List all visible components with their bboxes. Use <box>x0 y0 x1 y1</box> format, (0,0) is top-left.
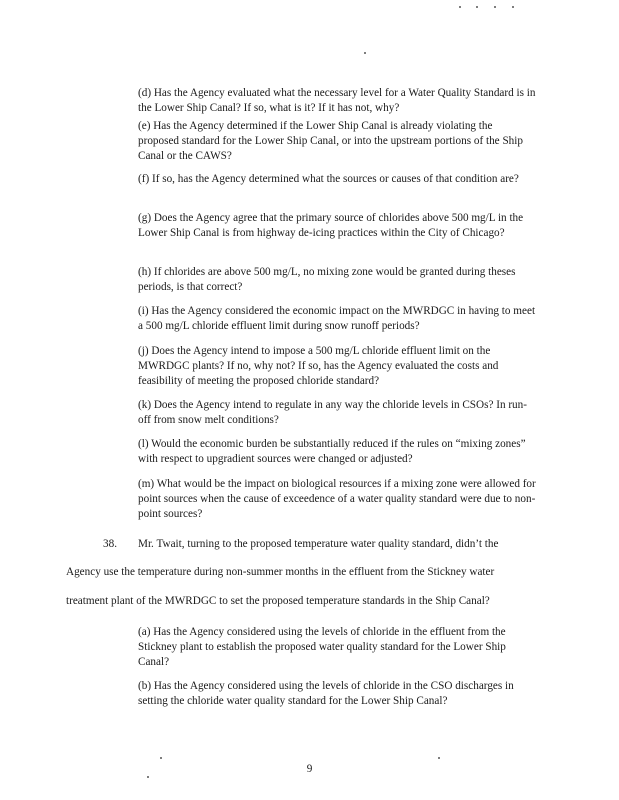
question-38-line-3: treatment plant of the MWRDGC to set the proposed temperature standards in the Ship Canal? <box>66 595 490 607</box>
sub-question-l: (l) Would the economic burden be substantially reduced if the rules on “mixing zones” with respect to upgradient sources were changed or adjusted? <box>138 438 526 465</box>
sub-question-k: (k) Does the Agency intend to regulate in any way the chloride levels in CSOs? In run-off from snow melt conditions? <box>138 399 527 426</box>
sub-question-b: (b) Has the Agency considered using the levels of chloride in the CSO discharges in setting the chloride water quality standard for the Lower Ship Canal? <box>138 680 514 707</box>
scan-speck <box>476 6 478 8</box>
scan-speck <box>364 52 366 54</box>
scan-speck <box>438 757 440 759</box>
scan-speck <box>512 6 514 8</box>
sub-question-m: (m) What would be the impact on biological resources if a mixing zone were allowed for point sources when the cause of exceedence of a water quality standard were due to non-point sources? <box>138 478 536 520</box>
scan-speck <box>160 757 162 759</box>
question-38-line-2: Agency use the temperature during non-summer months in the effluent from the Stickney water <box>66 566 495 578</box>
sub-question-d: (d) Has the Agency evaluated what the necessary level for a Water Quality Standard is in the Lower Ship Canal? If so, what is it? If it has not, why? <box>138 87 536 114</box>
sub-question-h: (h) If chlorides are above 500 mg/L, no mixing zone would be granted during theses periods, is that correct? <box>138 266 516 293</box>
scan-speck <box>494 6 496 8</box>
scan-speck <box>147 776 149 778</box>
scan-speck <box>459 6 461 8</box>
page-number: 9 <box>306 763 313 775</box>
sub-question-i: (i) Has the Agency considered the economic impact on the MWRDGC in having to meet a 500 mg/L chloride effluent limit during snow runoff periods? <box>138 305 536 332</box>
sub-question-g: (g) Does the Agency agree that the primary source of chlorides above 500 mg/L in the Lower Ship Canal is from highway de-icing practices within the City of Chicago? <box>138 212 524 239</box>
sub-question-e: (e) Has the Agency determined if the Lower Ship Canal is already violating the proposed standard for the Lower Ship Canal, or into the upstream portions of the Ship Canal or the CAWS? <box>138 120 523 162</box>
sub-question-a: (a) Has the Agency considered using the levels of chloride in the effluent from the Stickney plant to establish the proposed water quality standard for the Lower Ship Canal? <box>138 626 506 668</box>
sub-question-f: (f) If so, has the Agency determined what the sources or causes of that condition are? <box>138 173 519 185</box>
question-number: 38. <box>103 538 117 550</box>
question-38-line-1: Mr. Twait, turning to the proposed temperature water quality standard, didn’t the <box>138 538 499 550</box>
sub-question-j: (j) Does the Agency intend to impose a 500 mg/L chloride effluent limit on the MWRDGC plants? If no, why not? If so, has the Agency evaluated the costs and feasibility of meeting the proposed chloride standard? <box>138 345 499 387</box>
